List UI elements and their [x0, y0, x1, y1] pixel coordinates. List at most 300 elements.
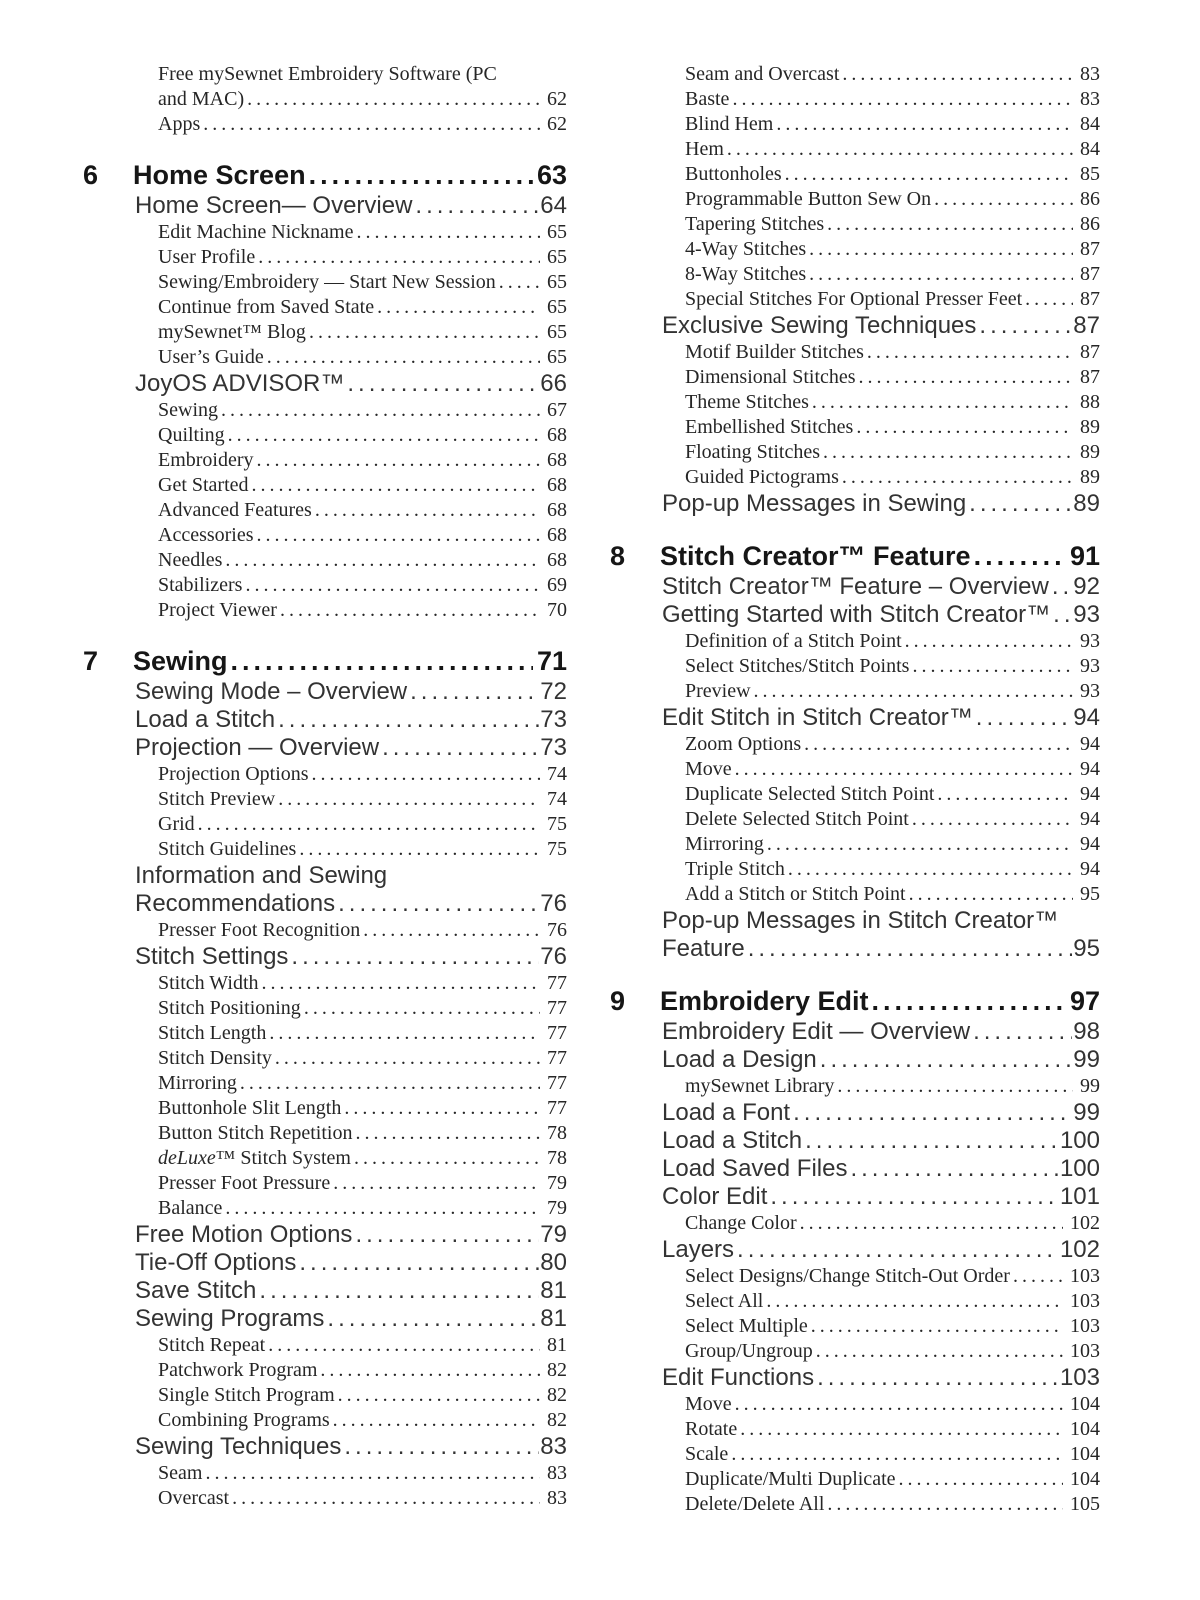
page-number: 87 [1073, 312, 1100, 339]
toc-subsection-entry [610, 1314, 1100, 1339]
dot-leader [812, 390, 1073, 415]
page-number: 78 [547, 1122, 567, 1144]
entry-title: Dimensional Stitches [685, 366, 856, 388]
chapter-number: 9 [610, 986, 626, 1016]
page-number: 102 [1070, 1212, 1100, 1234]
page-number: 99 [1073, 1099, 1100, 1126]
page-number: 94 [1080, 858, 1100, 880]
dot-leader [740, 1417, 1063, 1442]
page-number: 79 [540, 1221, 567, 1248]
page-number: 83 [540, 1433, 567, 1460]
entry-title: Tapering Stitches [685, 213, 825, 235]
entry-title: Presser Foot Pressure [158, 1172, 331, 1194]
dot-leader [347, 370, 539, 398]
dot-leader [809, 237, 1073, 262]
entry-title: Blind Hem [685, 113, 774, 135]
entry-title: Guided Pictograms [685, 466, 839, 488]
page-number: 68 [547, 449, 567, 471]
page-number: 85 [1080, 163, 1100, 185]
dot-leader [905, 629, 1073, 654]
toc-subsection-entry [610, 732, 1100, 757]
dot-leader [809, 262, 1073, 287]
toc-subsection-entry [610, 237, 1100, 262]
toc-subsection-entry [610, 390, 1100, 415]
dot-leader [309, 158, 533, 192]
toc-subsection-entry [83, 598, 567, 623]
toc-section-entry [610, 490, 1100, 518]
page-number: 94 [1080, 733, 1100, 755]
dot-leader [1013, 1264, 1063, 1289]
dot-leader [304, 996, 540, 1021]
entry-title: 4-Way Stitches [685, 238, 807, 260]
toc-section-entry [83, 943, 567, 971]
toc-subsection-entry [83, 787, 567, 812]
entry-title: Load a Stitch [662, 1127, 803, 1154]
dot-leader [269, 1021, 540, 1046]
dot-leader [410, 678, 539, 706]
toc-section-entry [83, 862, 567, 890]
entry-title: Layers [662, 1236, 735, 1263]
dot-leader [309, 320, 540, 345]
toc-subsection-entry [610, 1211, 1100, 1236]
dot-leader [252, 473, 540, 498]
page-number: 93 [1080, 630, 1100, 652]
toc-chapter-entry [610, 984, 1100, 1018]
dot-leader [198, 812, 540, 837]
entry-title: Exclusive Sewing Techniques [662, 312, 977, 339]
entry-title: User Profile [158, 246, 256, 268]
page-number: 83 [1080, 88, 1100, 110]
entry-title: Stabilizers [158, 574, 243, 596]
page-number: 103 [1059, 1364, 1100, 1391]
dot-leader [240, 1071, 540, 1096]
page-number: 65 [547, 246, 567, 268]
page-number: 65 [547, 321, 567, 343]
entry-title: Patchwork Program [158, 1359, 318, 1381]
toc-subsection-entry [83, 245, 567, 270]
entry-title: Preview [685, 680, 751, 702]
toc-section-entry [83, 370, 567, 398]
entry-title: mySewnet Library [685, 1075, 835, 1097]
toc-subsection-entry [610, 87, 1100, 112]
dot-leader [731, 1442, 1063, 1467]
page-number: 73 [540, 706, 567, 733]
page-number: 83 [547, 1462, 567, 1484]
page-number: 84 [1080, 138, 1100, 160]
entry-title: Stitch Repeat [158, 1334, 266, 1356]
dot-leader [767, 832, 1073, 857]
entry-title: Triple Stitch [685, 858, 785, 880]
page-number: 87 [1080, 238, 1100, 260]
page-number: 99 [1080, 1075, 1100, 1097]
page-number: 65 [547, 296, 567, 318]
entry-title: Overcast [158, 1487, 230, 1509]
toc-subsection-entry [610, 465, 1100, 490]
toc-subsection-entry [610, 1074, 1100, 1099]
page-number: 73 [540, 734, 567, 761]
dot-leader [969, 490, 1072, 518]
entry-title: Button Stitch Repetition [158, 1122, 353, 1144]
toc-subsection-entry [83, 523, 567, 548]
page-number: 77 [547, 1097, 567, 1119]
entry-title: 8-Way Stitches [685, 263, 807, 285]
page-number: 103 [1070, 1265, 1100, 1287]
entry-title: Free mySewnet Embroidery Software (PC [158, 63, 497, 85]
toc-subsection-entry [83, 548, 567, 573]
toc-subsection-entry [83, 1196, 567, 1221]
dot-leader [823, 440, 1073, 465]
entry-title: Free Motion Options [135, 1221, 353, 1248]
page-number: 75 [547, 813, 567, 835]
toc-subsection-entry [83, 112, 567, 137]
entry-title: Special Stitches For Optional Presser Feet [685, 288, 1023, 310]
page-number: 66 [540, 370, 567, 397]
dot-leader [800, 1211, 1063, 1236]
entry-title: Quilting [158, 424, 225, 446]
toc-section-entry [610, 573, 1100, 601]
entry-title: Select Designs/Change Stitch-Out Order [685, 1265, 1010, 1287]
page-number: 89 [1080, 416, 1100, 438]
entry-title: Grid [158, 813, 195, 835]
toc-subsection-entry [83, 398, 567, 423]
dot-leader [856, 415, 1073, 440]
dot-leader [820, 1046, 1073, 1074]
page-number: 87 [1080, 263, 1100, 285]
toc-subsection-entry [83, 62, 567, 87]
toc-subsection-entry [83, 1383, 567, 1408]
toc-subsection-entry [610, 340, 1100, 365]
page-number: 103 [1070, 1290, 1100, 1312]
toc-subsection-entry [83, 423, 567, 448]
dot-leader [225, 1196, 540, 1221]
toc-section-entry [610, 1364, 1100, 1392]
entry-title: Buttonholes [685, 163, 782, 185]
page-number: 94 [1073, 704, 1100, 731]
page-number: 95 [1073, 935, 1100, 962]
dot-leader [804, 732, 1073, 757]
toc-section-entry [83, 1305, 567, 1333]
page-number: 94 [1080, 758, 1100, 780]
entry-title: Programmable Button Sew On [685, 188, 932, 210]
page-number: 69 [547, 574, 567, 596]
chapter-number: 8 [610, 541, 626, 571]
toc-subsection-entry [610, 1339, 1100, 1364]
toc-subsection-entry [83, 1171, 567, 1196]
dot-leader [355, 1121, 540, 1146]
entry-title: Sewing/Embroidery — Start New Session [158, 271, 496, 293]
toc-section-entry [83, 1249, 567, 1277]
toc-subsection-entry [83, 812, 567, 837]
page-number: 81 [547, 1334, 567, 1356]
page-number: 93 [1073, 601, 1100, 628]
dot-leader [899, 1467, 1064, 1492]
toc-subsection-entry [610, 1442, 1100, 1467]
page-number: 77 [547, 1022, 567, 1044]
toc-column [610, 62, 1100, 1517]
toc-subsection-entry [83, 270, 567, 295]
dot-leader [363, 918, 540, 943]
toc-section-entry [610, 1236, 1100, 1264]
dot-leader [382, 734, 539, 762]
page-number: 82 [547, 1384, 567, 1406]
entry-title: Mirroring [158, 1072, 237, 1094]
page-number: 103 [1070, 1340, 1100, 1362]
entry-title: Duplicate/Multi Duplicate [685, 1468, 896, 1490]
dot-leader [859, 365, 1073, 390]
dot-leader [291, 943, 539, 971]
entry-title: Balance [158, 1197, 223, 1219]
toc-subsection-entry [610, 365, 1100, 390]
page-number: 82 [547, 1409, 567, 1431]
toc-section-entry [83, 706, 567, 734]
page-number: 93 [1080, 655, 1100, 677]
toc-section-entry [83, 1221, 567, 1249]
entry-title: Seam and Overcast [685, 63, 840, 85]
toc-subsection-entry [610, 857, 1100, 882]
page-number: 63 [536, 160, 567, 190]
dot-leader [338, 890, 539, 918]
dot-leader [315, 498, 540, 523]
page-number: 103 [1070, 1315, 1100, 1337]
entry-title: mySewnet™ Blog [158, 321, 306, 343]
page-number: 87 [1080, 288, 1100, 310]
page-number: 72 [540, 678, 567, 705]
page-number: 68 [547, 424, 567, 446]
toc-subsection-entry [610, 1264, 1100, 1289]
page-number: 79 [547, 1197, 567, 1219]
entry-title: Stitch Positioning [158, 997, 301, 1019]
page-number: 94 [1080, 783, 1100, 805]
toc-subsection-entry [610, 832, 1100, 857]
toc-subsection-entry [83, 762, 567, 787]
dot-leader [1053, 601, 1072, 629]
entry-title: Select Multiple [685, 1315, 808, 1337]
entry-title: Buttonhole Slit Length [158, 1097, 342, 1119]
page-number: 62 [547, 113, 567, 135]
entry-title: Definition of a Stitch Point [685, 630, 902, 652]
toc-subsection-entry [83, 1408, 567, 1433]
entry-title: Pop-up Messages in Stitch Creator™ [662, 907, 1059, 934]
page-number: 89 [1080, 466, 1100, 488]
entry-title: Sewing Mode – Overview [135, 678, 408, 705]
entry-title [158, 1146, 351, 1171]
entry-title: Sewing [133, 646, 228, 676]
toc-subsection-entry [83, 1046, 567, 1071]
page-number: 67 [547, 399, 567, 421]
entry-title: and MAC) [158, 88, 245, 110]
dot-leader [837, 1074, 1073, 1099]
toc-subsection-entry [83, 1071, 567, 1096]
page-number: 79 [547, 1172, 567, 1194]
toc-subsection-entry [610, 262, 1100, 287]
dot-leader [785, 162, 1073, 187]
entry-title: Load a Stitch [135, 706, 276, 733]
page-number: 86 [1080, 213, 1100, 235]
toc-section-entry [610, 1127, 1100, 1155]
toc-subsection-entry [83, 1146, 567, 1171]
entry-title: Get Started [158, 474, 249, 496]
toc-subsection-entry [610, 415, 1100, 440]
toc-subsection-entry [610, 62, 1100, 87]
page-number: 99 [1073, 1046, 1100, 1073]
page-number: 76 [540, 943, 567, 970]
toc-subsection-entry [83, 996, 567, 1021]
dot-leader [817, 1364, 1059, 1392]
entry-title: Stitch Guidelines [158, 838, 297, 860]
page-number: 100 [1059, 1155, 1100, 1182]
page-number: 65 [547, 346, 567, 368]
toc-subsection-entry [610, 654, 1100, 679]
toc-section-entry [83, 890, 567, 918]
entry-title: Mirroring [685, 833, 764, 855]
dot-leader [976, 704, 1073, 732]
brand-name-italic: deLuxe [158, 1147, 216, 1169]
page-number: 80 [540, 1249, 567, 1276]
entry-title: Select Stitches/Stitch Points [685, 655, 910, 677]
dot-leader [827, 1492, 1063, 1517]
page-number: 94 [1080, 833, 1100, 855]
toc-section-entry [610, 1155, 1100, 1183]
page-number: 81 [540, 1305, 567, 1332]
toc-subsection-entry [610, 137, 1100, 162]
page-number: 62 [547, 88, 567, 110]
page-number: 77 [547, 1072, 567, 1094]
toc-subsection-entry [83, 971, 567, 996]
entry-title: Information and Sewing [135, 862, 388, 889]
toc-section-entry [610, 601, 1100, 629]
entry-title: Add a Stitch or Stitch Point [685, 883, 906, 905]
toc-subsection-entry [83, 87, 567, 112]
entry-title: Feature [662, 935, 745, 962]
dot-leader [842, 62, 1073, 87]
dot-leader [228, 423, 540, 448]
page-number: 101 [1059, 1183, 1100, 1210]
entry-title: Group/Ungroup [685, 1340, 813, 1362]
entry-title: Zoom Options [685, 733, 802, 755]
entry-title: Floating Stitches [685, 441, 820, 463]
page-number: 97 [1069, 986, 1100, 1016]
page-number: 77 [547, 972, 567, 994]
page-number: 93 [1080, 680, 1100, 702]
page-number: 65 [547, 271, 567, 293]
entry-title: Stitch Settings [135, 943, 289, 970]
dot-leader [816, 1339, 1063, 1364]
page-number: 104 [1070, 1468, 1100, 1490]
page-number: 104 [1070, 1443, 1100, 1465]
toc-section-entry [83, 678, 567, 706]
entry-title: Projection Options [158, 763, 309, 785]
entry-title: Home Screen [133, 160, 306, 190]
dot-leader [377, 295, 540, 320]
dot-leader [974, 539, 1066, 573]
dot-leader [912, 654, 1073, 679]
page-number: 95 [1080, 883, 1100, 905]
toc-subsection-entry [610, 1289, 1100, 1314]
toc-subsection-entry [83, 1486, 567, 1511]
dot-leader [872, 984, 1066, 1018]
toc-subsection-entry [610, 1417, 1100, 1442]
toc-subsection-entry [83, 1461, 567, 1486]
dot-leader [735, 1392, 1063, 1417]
page-number: 82 [547, 1359, 567, 1381]
toc-subsection-entry [610, 679, 1100, 704]
entry-title: Hem [685, 138, 724, 160]
toc-chapter-entry [83, 644, 567, 678]
dot-leader [973, 1018, 1072, 1046]
toc-subsection-entry [610, 757, 1100, 782]
toc-section-entry [610, 1018, 1100, 1046]
dot-leader [257, 448, 540, 473]
toc-subsection-entry [610, 782, 1100, 807]
dot-leader [1025, 287, 1073, 312]
page-number: 83 [1080, 63, 1100, 85]
entry-title: Apps [158, 113, 201, 135]
toc-section-entry [83, 1277, 567, 1305]
entry-title: Project Viewer [158, 599, 277, 621]
page-number: 89 [1073, 490, 1100, 517]
entry-title: Move [685, 758, 732, 780]
toc-subsection-entry [83, 1021, 567, 1046]
chapter-number: 6 [83, 160, 99, 190]
dot-leader [979, 312, 1072, 340]
toc-section-entry [610, 1046, 1100, 1074]
dot-leader [355, 1221, 539, 1249]
entry-title: Edit Stitch in Stitch Creator™ [662, 704, 973, 731]
page-number: 77 [547, 1047, 567, 1069]
entry-title: Stitch Creator™ Feature – Overview [662, 573, 1049, 600]
dot-leader [354, 1146, 540, 1171]
dot-leader [842, 465, 1073, 490]
page-number: 86 [1080, 188, 1100, 210]
page-number: 102 [1059, 1236, 1100, 1263]
dot-leader [776, 112, 1073, 137]
dot-leader [225, 548, 540, 573]
dot-leader [754, 679, 1073, 704]
dot-leader [811, 1314, 1063, 1339]
entry-title: Embellished Stitches [685, 416, 854, 438]
dot-leader [203, 112, 540, 137]
entry-title: Rotate [685, 1418, 738, 1440]
dot-leader [245, 573, 540, 598]
toc-subsection-entry [610, 1492, 1100, 1517]
dot-leader [912, 807, 1073, 832]
entry-title: Load Saved Files [662, 1155, 848, 1182]
entry-title: Change Color [685, 1212, 797, 1234]
dot-leader [299, 837, 540, 862]
dot-leader [258, 245, 540, 270]
entry-title: Load a Font [662, 1099, 791, 1126]
page-number: 83 [547, 1487, 567, 1509]
toc-section-entry [610, 704, 1100, 732]
toc-subsection-entry [83, 918, 567, 943]
chapter-number: 7 [83, 646, 99, 676]
entry-title: Move [685, 1393, 732, 1415]
toc-subsection-entry [610, 882, 1100, 907]
dot-leader [278, 706, 539, 734]
toc-section-entry [83, 1433, 567, 1461]
toc-chapter-entry [610, 539, 1100, 573]
entry-title: Stitch Length [158, 1022, 267, 1044]
page-number: 104 [1070, 1418, 1100, 1440]
entry-title: Recommendations [135, 890, 336, 917]
dot-leader [735, 757, 1073, 782]
dot-leader [333, 1408, 540, 1433]
toc-subsection-entry [610, 212, 1100, 237]
entry-title: Delete/Delete All [685, 1493, 825, 1515]
dot-leader [320, 1358, 540, 1383]
dot-leader [805, 1127, 1059, 1155]
toc-subsection-entry [83, 473, 567, 498]
